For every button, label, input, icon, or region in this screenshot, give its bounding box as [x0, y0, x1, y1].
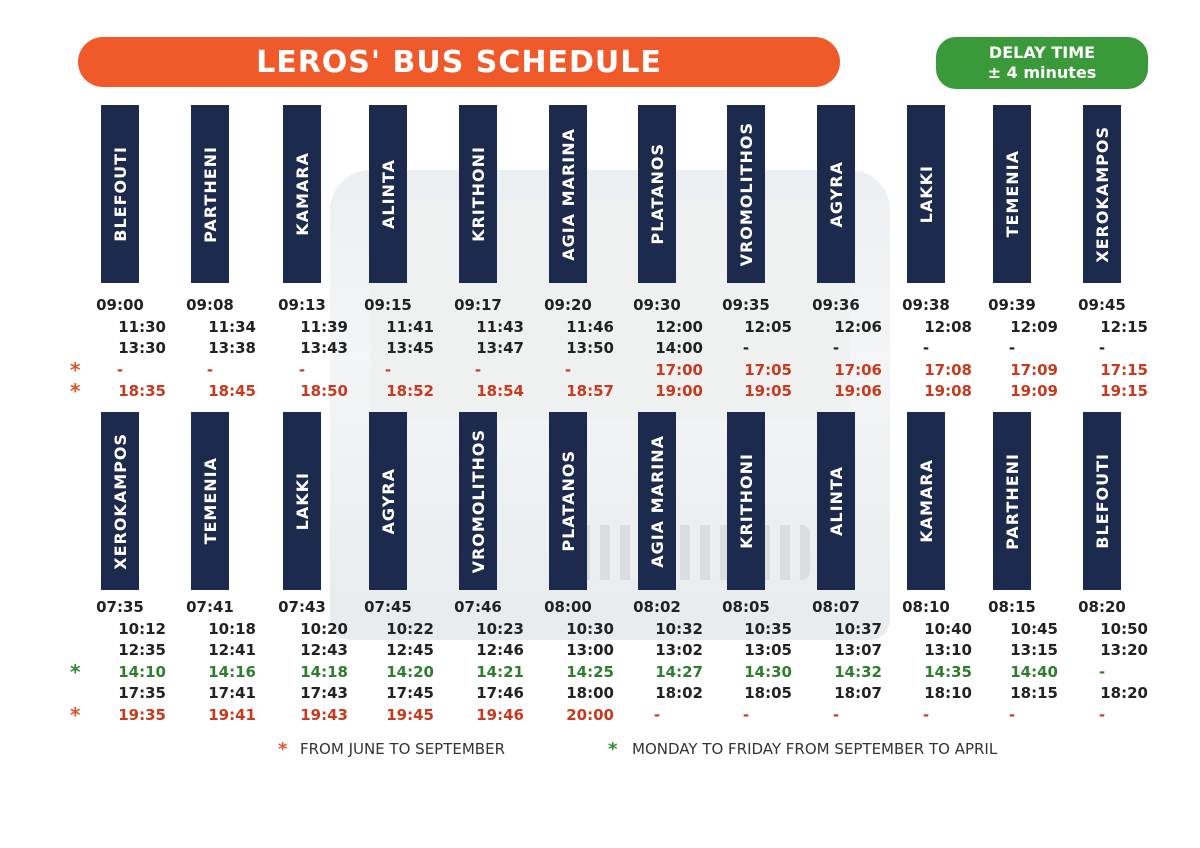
legend-green-star: * [608, 739, 618, 760]
stop-name: PLATANOS [647, 143, 667, 245]
stop-header [638, 105, 676, 283]
departure-time: 08:07 [812, 598, 860, 616]
departure-time: 10:32 [655, 619, 703, 638]
departure-time: 14:18 [300, 662, 348, 681]
departure-time: 13:00 [566, 641, 614, 659]
departure-time: 10:50 [1100, 619, 1148, 638]
departure-time: 09:35 [722, 296, 770, 314]
stop-name: TEMENIA [200, 457, 220, 545]
departure-time: 12:08 [924, 317, 972, 336]
departure-time: - [474, 360, 482, 379]
title-banner [78, 37, 840, 87]
departure-time: 18:15 [1010, 684, 1058, 702]
departure-time: 19:00 [655, 382, 703, 400]
departure-time: 13:02 [655, 641, 703, 659]
stop-name: XEROKAMPOS [110, 432, 130, 570]
departure-time: 09:45 [1078, 296, 1126, 314]
departure-time: 17:15 [1100, 360, 1148, 379]
departure-time: 12:00 [655, 317, 703, 336]
departure-time: 12:45 [386, 641, 434, 659]
stop-header [817, 412, 855, 590]
departure-time: 13:47 [476, 339, 524, 357]
departure-time: - [298, 360, 306, 379]
departure-time: - [1008, 339, 1016, 357]
departure-time: 07:41 [186, 598, 234, 616]
departure-time: 19:46 [476, 705, 524, 724]
departure-time: 07:45 [364, 598, 412, 616]
departure-time: 18:54 [476, 382, 524, 400]
departure-time: 14:40 [1010, 662, 1058, 681]
departure-time: 09:30 [633, 296, 681, 314]
departure-time: 14:16 [208, 662, 256, 681]
departure-time: 08:20 [1078, 598, 1126, 616]
legend-green-text: MONDAY TO FRIDAY FROM SEPTEMBER TO APRIL [632, 740, 998, 758]
stop-name: AGYRA [378, 467, 398, 535]
departure-time: 09:20 [544, 296, 592, 314]
departure-time: - [206, 360, 214, 379]
stop-header [101, 105, 139, 283]
departure-time: 18:05 [744, 684, 792, 702]
stop-name: VROMOLITHOS [468, 428, 488, 574]
stop-header [369, 412, 407, 590]
departure-time: 07:46 [454, 598, 502, 616]
stop-header [191, 412, 229, 590]
stop-header [993, 412, 1031, 590]
departure-time: 13:30 [118, 339, 166, 357]
stop-name: LAKKI [292, 471, 312, 531]
departure-time: 17:41 [208, 684, 256, 702]
departure-time: 17:06 [834, 360, 882, 379]
departure-time: 10:23 [476, 619, 524, 638]
departure-time: 13:10 [924, 641, 972, 659]
departure-time: - [1098, 339, 1106, 357]
departure-time: 14:00 [655, 339, 703, 357]
stop-name: PARTHENI [1002, 452, 1022, 550]
stop-name: TEMENIA [1002, 150, 1022, 238]
departure-time: 17:35 [118, 684, 166, 702]
departure-time: 08:00 [544, 598, 592, 616]
departure-time: 18:07 [834, 684, 882, 702]
stop-header [549, 105, 587, 283]
departure-time: 12:43 [300, 641, 348, 659]
departure-time: 17:00 [655, 360, 703, 379]
departure-time: 11:41 [386, 317, 434, 336]
legend-red-star: * [278, 739, 288, 760]
departure-time: 13:43 [300, 339, 348, 357]
departure-time: 19:09 [1010, 382, 1058, 400]
stop-header [283, 105, 321, 283]
departure-time: 07:43 [278, 598, 326, 616]
stop-name: KAMARA [916, 459, 936, 543]
departure-time: 17:09 [1010, 360, 1058, 379]
departure-time: 13:07 [834, 641, 882, 659]
departure-time: 09:13 [278, 296, 326, 314]
departure-time: 18:52 [386, 382, 434, 400]
stop-name: PARTHENI [200, 145, 220, 243]
stop-header [907, 412, 945, 590]
departure-time: 08:15 [988, 598, 1036, 616]
departure-time: 09:36 [812, 296, 860, 314]
departure-time: 18:50 [300, 382, 348, 400]
departure-time: 13:20 [1100, 641, 1148, 659]
departure-time: - [1008, 705, 1016, 724]
departure-time: 12:41 [208, 641, 256, 659]
departure-time: 17:43 [300, 684, 348, 702]
departure-time: 13:50 [566, 339, 614, 357]
stop-header [727, 412, 765, 590]
departure-time: 09:39 [988, 296, 1036, 314]
stop-name: AGYRA [826, 160, 846, 228]
legend-red-text: FROM JUNE TO SEPTEMBER [300, 740, 505, 758]
departure-time: 09:17 [454, 296, 502, 314]
stop-name: BLEFOUTI [110, 146, 130, 242]
departure-time: 19:41 [208, 705, 256, 724]
departure-time: 11:43 [476, 317, 524, 336]
departure-time: 12:09 [1010, 317, 1058, 336]
departure-time: 18:10 [924, 684, 972, 702]
departure-time: 18:57 [566, 382, 614, 400]
departure-time: 18:02 [655, 684, 703, 702]
stop-name: AGIA MARINA [558, 127, 578, 261]
departure-time: - [922, 705, 930, 724]
stop-header [817, 105, 855, 283]
departure-time: 14:10 [118, 662, 166, 681]
departure-time: 19:06 [834, 382, 882, 400]
departure-time: 09:15 [364, 296, 412, 314]
stop-name: BLEFOUTI [1092, 453, 1112, 549]
departure-time: 10:12 [118, 619, 166, 638]
departure-time: 11:39 [300, 317, 348, 336]
departure-time: - [832, 339, 840, 357]
departure-time: 18:45 [208, 382, 256, 400]
departure-time: 10:37 [834, 619, 882, 638]
departure-time: 09:08 [186, 296, 234, 314]
delay-value: ± 4 minutes [987, 63, 1097, 82]
departure-time: 12:15 [1100, 317, 1148, 336]
departure-time: 12:06 [834, 317, 882, 336]
page-title: LEROS' BUS SCHEDULE [256, 44, 662, 80]
departure-time: - [742, 705, 750, 724]
departure-time: 09:38 [902, 296, 950, 314]
departure-time: 19:35 [118, 705, 166, 724]
stop-name: VROMOLITHOS [736, 121, 756, 267]
departure-time: 12:05 [744, 317, 792, 336]
departure-time: 19:43 [300, 705, 348, 724]
departure-time: 14:25 [566, 662, 614, 681]
departure-time: 10:18 [208, 619, 256, 638]
departure-time: 12:35 [118, 641, 166, 659]
stop-header [191, 105, 229, 283]
departure-time: 14:20 [386, 662, 434, 681]
departure-time: - [384, 360, 392, 379]
stop-name: LAKKI [916, 164, 936, 224]
row-marker-star: * [70, 659, 81, 684]
departure-time: 19:08 [924, 382, 972, 400]
departure-time: - [653, 705, 661, 724]
stop-header [907, 105, 945, 283]
stop-header [459, 412, 497, 590]
departure-time: 13:15 [1010, 641, 1058, 659]
stop-name: KRITHONI [468, 146, 488, 242]
departure-time: 07:35 [96, 598, 144, 616]
row-marker-star: * [70, 379, 81, 403]
stop-name: AGIA MARINA [647, 434, 667, 568]
stop-name: ALINTA [378, 159, 398, 229]
departure-time: 14:35 [924, 662, 972, 681]
stop-header [369, 105, 407, 283]
departure-time: - [116, 360, 124, 379]
stop-name: KAMARA [292, 152, 312, 236]
departure-time: 17:45 [386, 684, 434, 702]
departure-time: - [922, 339, 930, 357]
departure-time: 12:46 [476, 641, 524, 659]
stop-header [638, 412, 676, 590]
departure-time: 13:45 [386, 339, 434, 357]
departure-time: 14:30 [744, 662, 792, 681]
departure-time: 18:00 [566, 684, 614, 702]
departure-time: 10:22 [386, 619, 434, 638]
departure-time: 08:02 [633, 598, 681, 616]
stop-header [1083, 412, 1121, 590]
departure-time: 13:38 [208, 339, 256, 357]
departure-time: 19:05 [744, 382, 792, 400]
stop-name: ALINTA [826, 466, 846, 536]
stop-header [993, 105, 1031, 283]
departure-time: 08:05 [722, 598, 770, 616]
stop-header [283, 412, 321, 590]
departure-time: 14:32 [834, 662, 882, 681]
departure-time: - [564, 360, 572, 379]
row-marker-star: * [70, 702, 81, 727]
departure-time: 11:34 [208, 317, 256, 336]
departure-time: 10:35 [744, 619, 792, 638]
departure-time: 10:40 [924, 619, 972, 638]
departure-time: 19:15 [1100, 382, 1148, 400]
stop-header [1083, 105, 1121, 283]
row-marker-star: * [70, 357, 81, 382]
departure-time: 17:05 [744, 360, 792, 379]
stop-name: PLATANOS [558, 450, 578, 552]
stop-name: KRITHONI [736, 453, 756, 549]
departure-time: 17:46 [476, 684, 524, 702]
stop-header [549, 412, 587, 590]
departure-time: 20:00 [566, 705, 614, 724]
departure-time: - [742, 339, 750, 357]
departure-time: - [832, 705, 840, 724]
departure-time: - [1098, 705, 1106, 724]
departure-time: 10:30 [566, 619, 614, 638]
departure-time: 18:20 [1100, 684, 1148, 702]
departure-time: 17:08 [924, 360, 972, 379]
stop-header [101, 412, 139, 590]
departure-time: 10:20 [300, 619, 348, 638]
departure-time: 14:27 [655, 662, 703, 681]
departure-time: 11:30 [118, 317, 166, 336]
departure-time: 19:45 [386, 705, 434, 724]
stop-name: XEROKAMPOS [1092, 125, 1112, 263]
departure-time: 18:35 [118, 382, 166, 400]
departure-time: 11:46 [566, 317, 614, 336]
delay-badge [936, 37, 1148, 89]
bus-grille [560, 525, 810, 580]
departure-time: 08:10 [902, 598, 950, 616]
departure-time: 14:21 [476, 662, 524, 681]
delay-label: DELAY TIME [988, 43, 1096, 62]
departure-time: 10:45 [1010, 619, 1058, 638]
stop-header [727, 105, 765, 283]
departure-time: - [1098, 662, 1106, 681]
departure-time: 09:00 [96, 296, 144, 314]
stop-header [459, 105, 497, 283]
departure-time: 13:05 [744, 641, 792, 659]
